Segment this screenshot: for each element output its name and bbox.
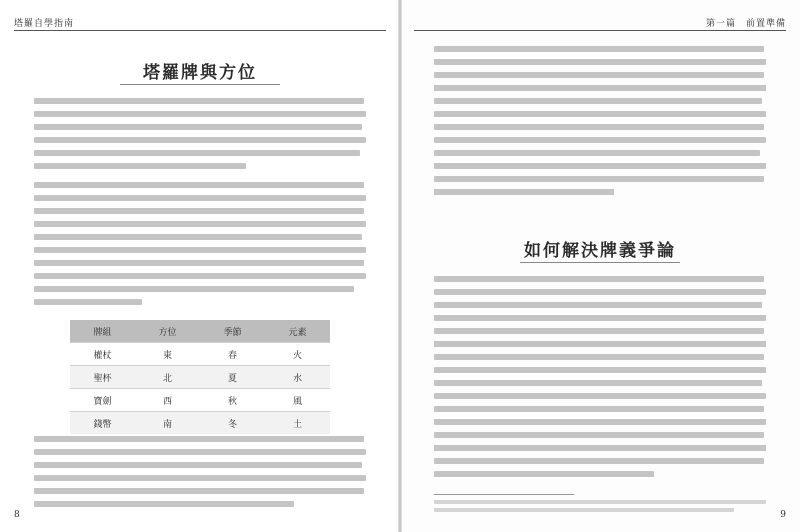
table-cell: 風	[265, 389, 330, 412]
table-header-row	[70, 320, 330, 343]
table-cell: 南	[135, 412, 200, 435]
table-cell: 寶劍	[70, 389, 135, 412]
book-gutter	[398, 0, 402, 532]
element-table	[70, 320, 330, 434]
running-head: 塔羅自學指南	[14, 19, 75, 29]
table-cell: 權杖	[70, 343, 135, 366]
table-cell: 土	[265, 412, 330, 435]
page-number: 8	[14, 510, 20, 520]
title-underline	[520, 262, 680, 263]
table-cell: 秋	[200, 389, 265, 412]
table-row	[70, 343, 330, 366]
right-page	[400, 0, 800, 532]
table-header: 元素	[265, 320, 330, 343]
running-head: 第一篇 前置準備	[705, 19, 786, 29]
footnote-rule	[434, 494, 574, 495]
title-underline	[120, 84, 280, 85]
header-rule	[414, 30, 786, 31]
table-cell: 北	[135, 366, 200, 389]
header-rule	[14, 30, 386, 31]
table-cell: 冬	[200, 412, 265, 435]
table-cell: 錢幣	[70, 412, 135, 435]
section-title: 如何解決牌義爭論	[524, 241, 676, 261]
table-cell: 火	[265, 343, 330, 366]
table-cell: 夏	[200, 366, 265, 389]
table-cell: 西	[135, 389, 200, 412]
page-number: 9	[780, 510, 786, 520]
table-cell: 東	[135, 343, 200, 366]
table-cell: 春	[200, 343, 265, 366]
section-title: 塔羅牌與方位	[143, 63, 257, 83]
table-row	[70, 412, 330, 435]
table-header: 牌組	[70, 320, 135, 343]
table-row	[70, 389, 330, 412]
table-cell: 水	[265, 366, 330, 389]
table-header: 方位	[135, 320, 200, 343]
table-cell: 聖杯	[70, 366, 135, 389]
table-row	[70, 366, 330, 389]
table-header: 季節	[200, 320, 265, 343]
